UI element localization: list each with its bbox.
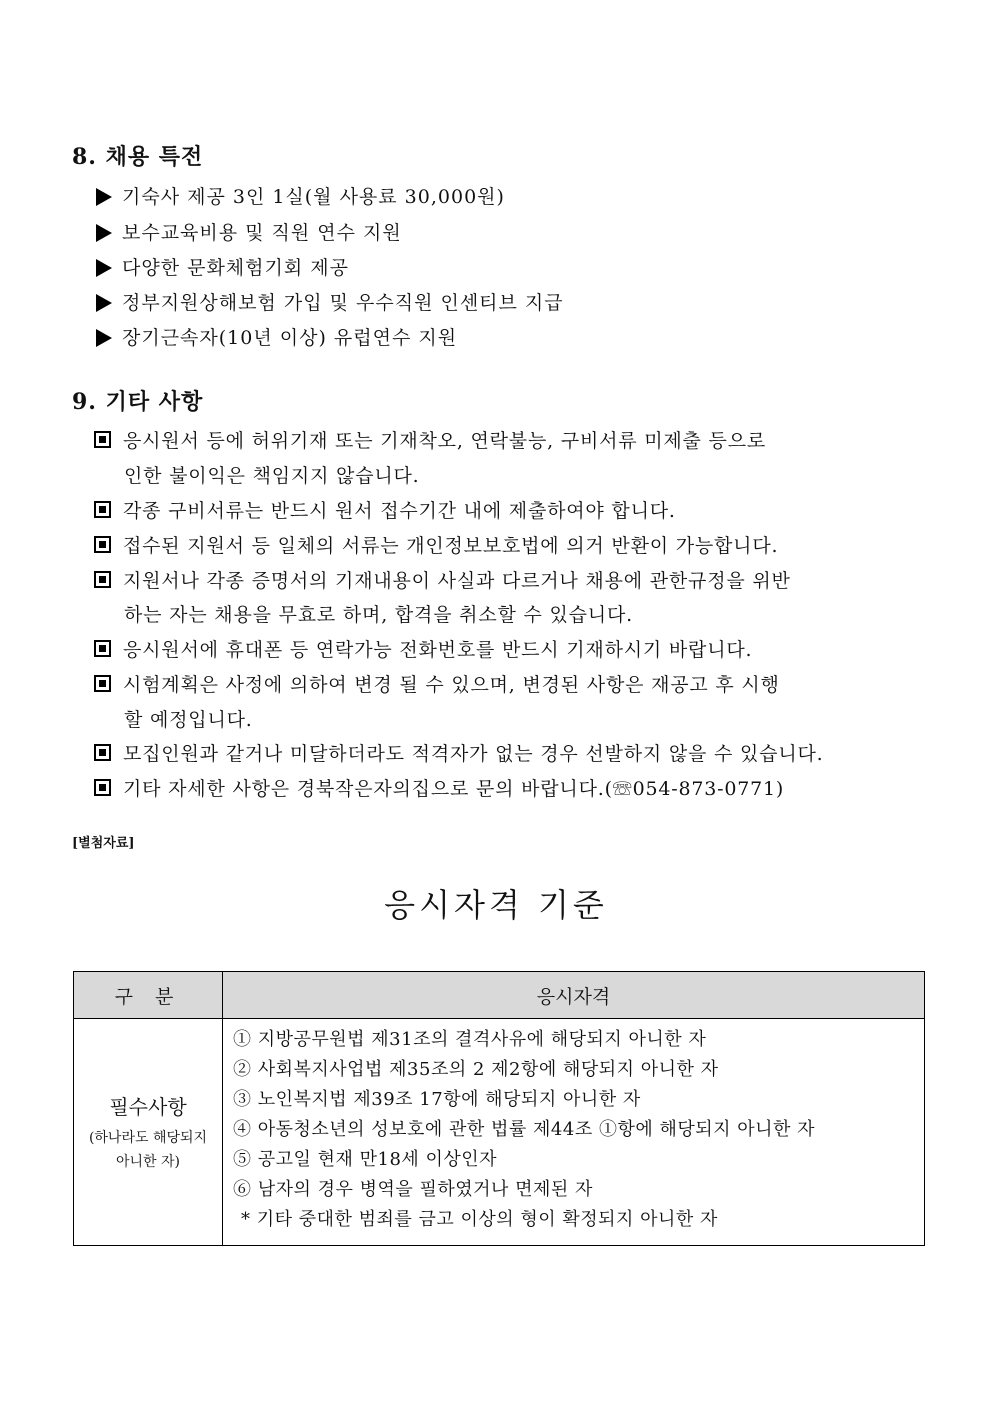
criteria-title: 응시자격 기준 — [384, 886, 608, 924]
note-item: 접수된 지원서 등 일체의 서류는 개인정보보호법에 의거 반환이 가능합니다. — [94, 531, 778, 558]
qualification-item: ① 지방공무원법 제31조의 결격사유에 해당되지 아니한 자 — [233, 1029, 707, 1050]
note-item: 기타 자세한 사항은 경북작은자의집으로 문의 바랍니다.(☏054-873-0771) — [94, 774, 784, 801]
square-bullet-icon — [94, 744, 111, 761]
triangle-bullet-icon — [96, 329, 112, 347]
note-item: 응시원서 등에 허위기재 또는 기재착오, 연락불능, 구비서류 미제출 등으로 — [94, 426, 766, 453]
qualification-item: ④ 아동청소년의 성보호에 관한 법률 제44조 ①항에 해당되지 아니한 자 — [233, 1119, 815, 1140]
row-label: 필수사항 — [109, 1094, 187, 1119]
square-bullet-icon — [94, 779, 111, 796]
note-item-continuation: 하는 자는 채용을 무효로 하며, 합격을 취소할 수 있습니다. — [124, 604, 633, 626]
qualification-item: ③ 노인복지법 제39조 17항에 해당되지 아니한 자 — [233, 1089, 641, 1110]
square-bullet-icon — [94, 501, 111, 518]
note-item: 각종 구비서류는 반드시 원서 접수기간 내에 제출하여야 합니다. — [94, 496, 676, 523]
square-bullet-icon — [94, 640, 111, 657]
note-item-continuation: 할 예정입니다. — [124, 709, 253, 731]
note-item: 응시원서에 휴대폰 등 연락가능 전화번호를 반드시 기재하시기 바랍니다. — [94, 635, 752, 662]
triangle-bullet-icon — [96, 188, 112, 206]
qualification-item: ② 사회복지사업법 제35조의 2 제2항에 해당되지 아니한 자 — [233, 1059, 719, 1080]
header-category: 구 분 — [74, 972, 223, 1019]
section-8-title: 8. 채용 특전 — [72, 144, 204, 170]
note-item: 시험계획은 사정에 의하여 변경 될 수 있으며, 변경된 사항은 재공고 후 시행 — [94, 670, 780, 697]
note-item: 지원서나 각종 증명서의 기재내용이 사실과 다르거나 채용에 관한규정을 위반 — [94, 566, 791, 593]
benefit-item: 기숙사 제공 3인 1실(월 사용료 30,000원) — [96, 182, 505, 209]
qualification-cell — [223, 1019, 925, 1246]
benefit-item: 보수교육비용 및 직원 연수 지원 — [96, 218, 402, 245]
criteria-table — [73, 971, 925, 1246]
square-bullet-icon — [94, 675, 111, 692]
note-item: 모집인원과 같거나 미달하더라도 적격자가 없는 경우 선발하지 않을 수 있습니다. — [94, 739, 823, 766]
qualification-item: ⑥ 남자의 경우 병역을 필하였거나 면제된 자 — [233, 1179, 593, 1200]
square-bullet-icon — [94, 571, 111, 588]
benefit-item: 정부지원상해보험 가입 및 우수직원 인센티브 지급 — [96, 288, 564, 315]
qualification-item: ⑤ 공고일 현재 만18세 이상인자 — [233, 1149, 498, 1170]
section-9-title: 9. 기타 사항 — [72, 389, 204, 415]
triangle-bullet-icon — [96, 294, 112, 312]
attachment-label: [별첨자료] — [72, 836, 135, 851]
row-sublabel: (하나라도 해당되지 — [88, 1129, 208, 1146]
table-row — [74, 1019, 925, 1246]
note-item-continuation: 인한 불이익은 책임지지 않습니다. — [124, 465, 420, 487]
triangle-bullet-icon — [96, 224, 112, 242]
triangle-bullet-icon — [96, 259, 112, 277]
qualification-footnote: * 기타 중대한 범죄를 금고 이상의 형이 확정되지 아니한 자 — [241, 1209, 718, 1230]
table-header-row — [74, 972, 925, 1019]
benefit-item: 장기근속자(10년 이상) 유럽연수 지원 — [96, 323, 457, 350]
row-label-cell — [74, 1019, 223, 1246]
benefit-item: 다양한 문화체험기회 제공 — [96, 253, 349, 280]
row-sublabel: 아니한 자) — [115, 1153, 180, 1170]
square-bullet-icon — [94, 431, 111, 448]
header-qualification: 응시자격 — [223, 972, 925, 1019]
square-bullet-icon — [94, 536, 111, 553]
